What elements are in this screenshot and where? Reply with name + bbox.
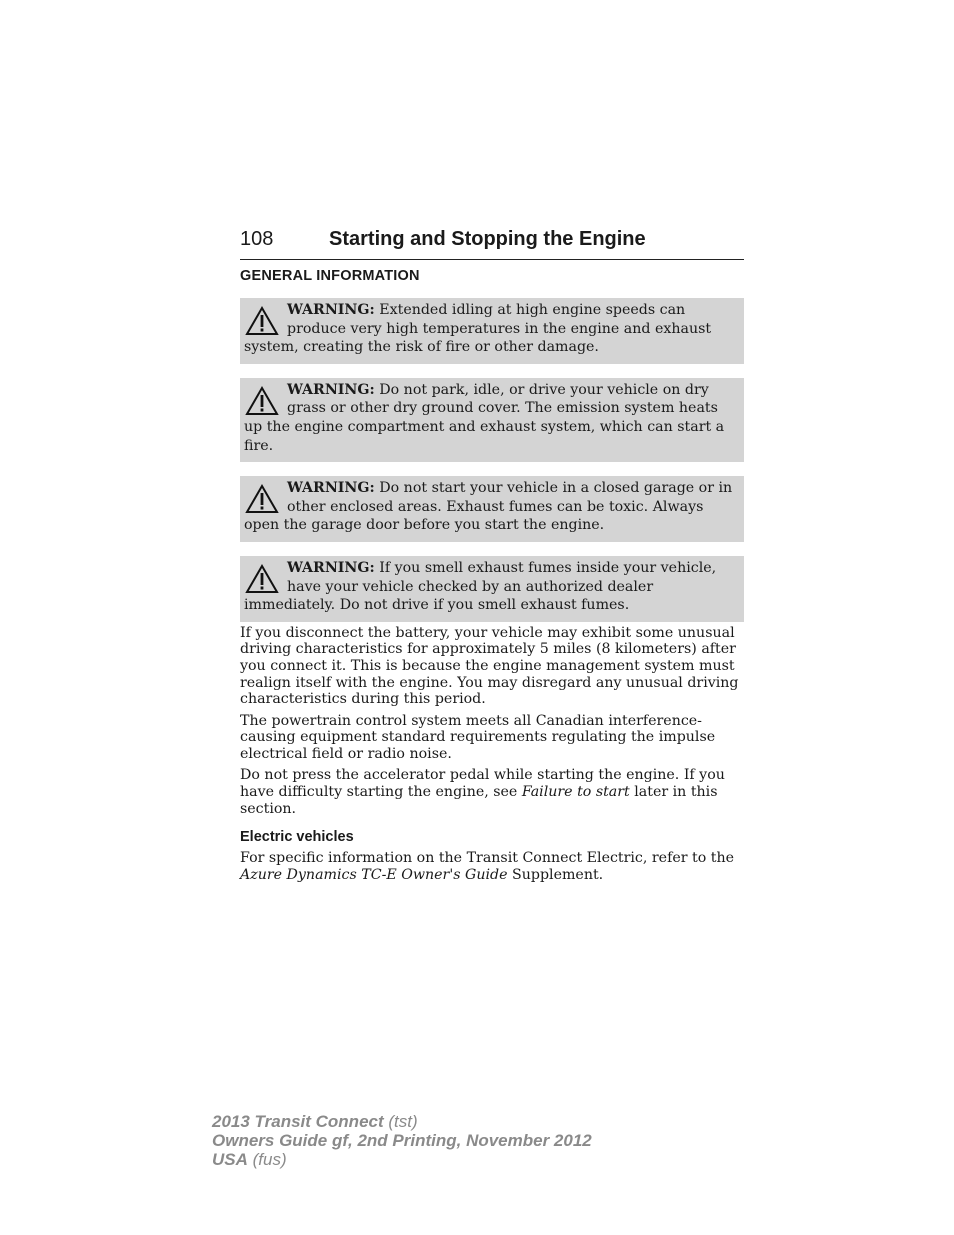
page-footer (212, 1112, 592, 1169)
paragraph-battery: If you disconnect the battery, your vehicle may exhibit some unusual driving characteristics for approximately 5 miles (8 kilometers) after you connect it. This is because the engine management system must realign itself with the engine. You may disregard any unusual driving characteristics during this period. (240, 624, 739, 708)
warning-box-3 (240, 476, 744, 542)
subsection-title: Electric vehicles (240, 829, 354, 846)
warning-text: Extended idling at high engine speeds can produce very high temperatures in the engine and exhaust system, creating the risk of fire or other damage. (244, 302, 712, 356)
warning-triangle-icon (245, 386, 279, 416)
warning-label: WARNING: (287, 559, 375, 576)
paragraph-accelerator (240, 767, 744, 817)
warning-triangle-icon (245, 484, 279, 514)
paragraph-powertrain: The powertrain control system meets all Canadian interference-causing equipment standard requirements regulating the impulse electrical field or radio noise. (240, 712, 716, 762)
accelerator-text-start: Do not press the accelerator pedal while starting the engine. If you have difficulty starting the engine, see (240, 767, 725, 801)
page-content (240, 228, 744, 888)
footer-printing: Owners Guide gf, 2nd Printing, November 2012 (212, 1131, 592, 1150)
owners-guide-reference: Azure Dynamics TC-E Owner's Guide (240, 866, 508, 883)
page-number: 108 (240, 228, 274, 250)
footer-model-code: (tst) (383, 1112, 418, 1131)
warning-text: If you smell exhaust fumes inside your vehicle, have your vehicle checked by an authorized dealer immediately. Do not drive if you smell exhaust fumes. (244, 559, 717, 614)
page-header (240, 228, 744, 260)
footer-market-code: (fus) (247, 1150, 287, 1169)
electric-text-end: Supplement. (507, 866, 604, 883)
warning-triangle-icon (245, 564, 279, 594)
warning-text: Do not start your vehicle in a closed garage or in other enclosed areas. Exhaust fumes can be toxic. Always open the garage door before you start the engine. (244, 480, 733, 534)
warning-box-1 (240, 298, 744, 364)
footer-line-1 (212, 1112, 592, 1131)
failure-to-start-reference: Failure to start (521, 784, 630, 801)
paragraph-electric (240, 850, 744, 883)
warning-label: WARNING: (287, 381, 375, 398)
accelerator-text-end: later in this section. (240, 784, 718, 817)
warning-triangle-icon (245, 306, 279, 336)
footer-line-2 (212, 1131, 592, 1150)
footer-model: 2013 Transit Connect (212, 1112, 384, 1131)
warning-label: WARNING: (287, 480, 375, 497)
chapter-title: Starting and Stopping the Engine (329, 228, 646, 250)
electric-text-start: For specific information on the Transit Connect Electric, refer to the (240, 850, 735, 867)
warning-box-2 (240, 378, 744, 462)
section-title: GENERAL INFORMATION (240, 268, 420, 284)
warning-text: Do not park, idle, or drive your vehicle on dry grass or other dry ground cover. The emission system heats up the engine compartment and exhaust system, which can start a fire. (244, 381, 725, 454)
warning-box-4 (240, 556, 744, 622)
warning-label: WARNING: (287, 302, 375, 318)
footer-line-3 (212, 1150, 592, 1169)
footer-market: USA (212, 1150, 248, 1169)
